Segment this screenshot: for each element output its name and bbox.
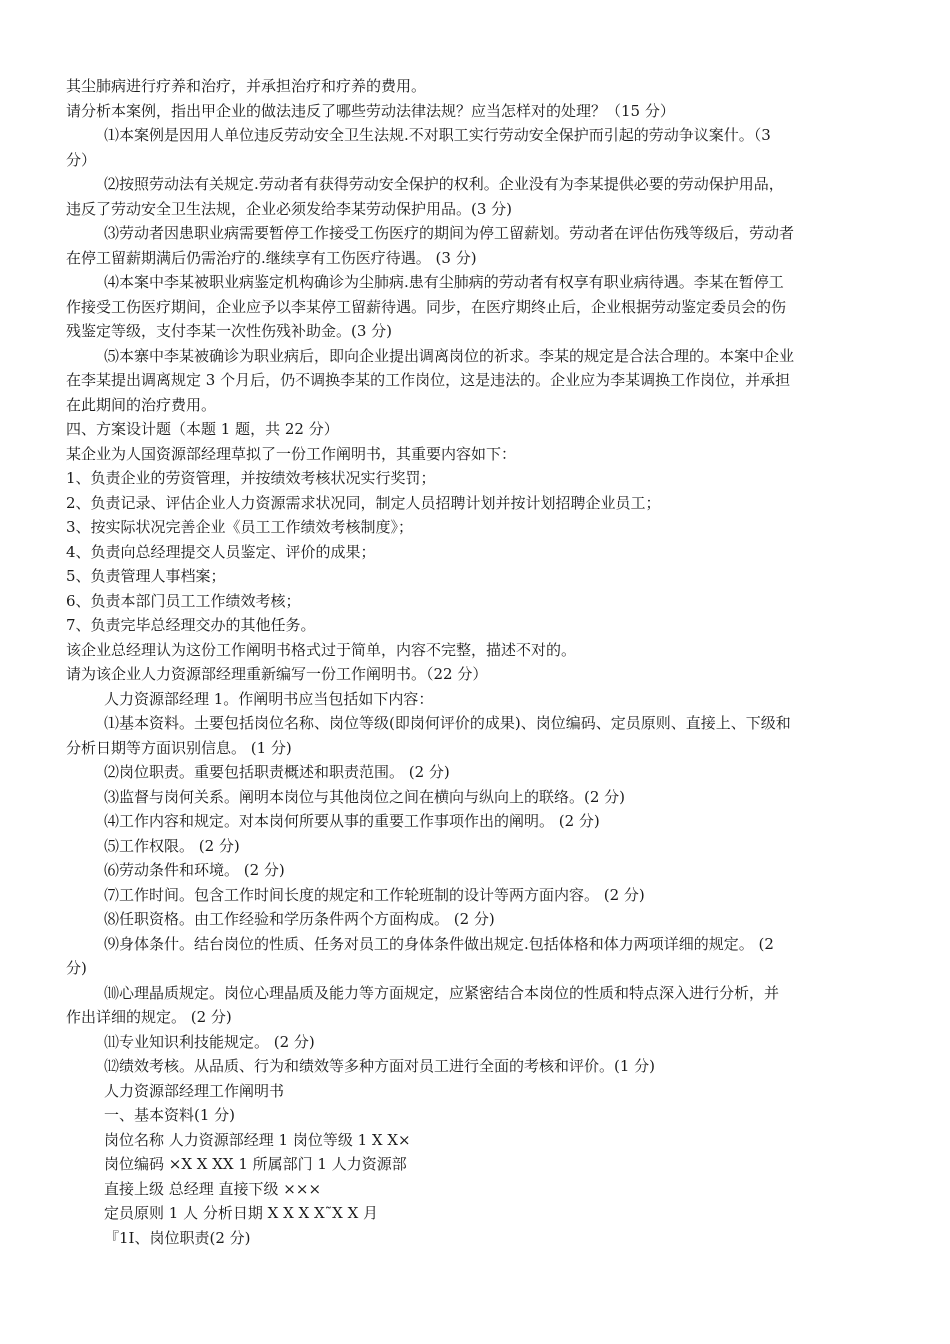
text-line: ⑺工作时间。包含工作时间长度的规定和工作轮班制的设计等两方面内容。 (2 分)	[104, 885, 645, 904]
text-line: ⑵按照劳动法有关规定.劳动者有获得劳动安全保护的权利。企业没有为李某提供必要的劳动保护用品，	[104, 175, 784, 193]
text-line: 人力资源部经理工作阐明书	[104, 1081, 285, 1100]
text-line: 1、负责企业的劳资管理，并按绩效考核状况实行奖罚；	[66, 469, 436, 487]
text-line: 分）	[66, 150, 97, 169]
text-line: 人力资源部经理 1。作阐明书应当包括如下内容：	[104, 689, 434, 708]
text-line: 在李某提出调离规定 3 个月后，仍不调换李某的工作岗位，这是违法的。企业应为李某调换工作岗位，并承担	[66, 371, 791, 389]
text-line: 分)	[66, 959, 87, 977]
text-line: ⑹劳动条件和环境。 (2 分)	[104, 861, 285, 879]
text-line: ⑶劳动者因患职业病需要暂停工作接受工伤医疗的期间为停工留薪划。劳动者在评估伤残等级后，劳动者	[104, 224, 795, 242]
text-line: ⑸本寨中李某被确诊为职业病后，即向企业提出调离岗位的祈求。李某的规定是合法合理的。本案中企业	[104, 346, 795, 365]
text-line: 请分析本案例，指出甲企业的做法违反了哪些劳动法律法规？应当怎样对的处理？（15 分）	[66, 101, 675, 120]
text-line: ⑷本案中李某被职业病鉴定机构确诊为尘肺病.患有尘肺病的劳动者有权享有职业病待遇。李某在暂停工	[104, 273, 784, 291]
text-line: 在停工留薪期满后仍需治疗的.继续享有工伤医疗待遇。 (3 分)	[66, 248, 477, 267]
text-line: 作接受工伤医疗期间，企业应予以李某停工留薪待遇。同步，在医疗期终止后，企业根据劳动鉴定委员会的伤	[66, 297, 787, 316]
text-line: 6、负责本部门员工工作绩效考核；	[66, 591, 301, 610]
text-line: 『1I、岗位职责(2 分)	[104, 1228, 251, 1247]
text-line: 直接上级 总经理 直接下级 ×××	[104, 1179, 322, 1198]
text-line: 3、按实际状况完善企业《员工工作绩效考核制度》；	[66, 518, 414, 536]
text-line: ⑶监督与岗何关系。阐明本岗位与其他岗位之间在横向与纵向上的联络。(2 分)	[104, 787, 626, 806]
text-line: 7、负责完毕总经理交办的其他任务。	[66, 616, 316, 634]
text-line: 四、方案设计题（本题 1 题，共 22 分）	[66, 420, 339, 438]
text-line: ⑴基本资料。土要包括岗位名称、岗位等级(即岗何评价的成果)、岗位编码、定员原则、直接上、下级和	[104, 714, 791, 732]
text-line: 一、基本资料(1 分)	[104, 1106, 236, 1124]
text-line: ⑽心理晶质规定。岗位心理晶质及能力等方面规定，应紧密结合本岗位的性质和特点深入进行分析，并	[104, 983, 780, 1002]
text-line: ⑾专业知识利技能规定。 (2 分)	[104, 1032, 315, 1051]
text-line: ⑵岗位职责。重要包括职责概述和职责范围。 (2 分)	[104, 763, 450, 781]
text-line: 残鉴定等级，支付李某一次性伤残补助金。(3 分)	[66, 322, 393, 340]
text-line: 岗位编码 ×X X XX 1 所属部门 1 人力资源部	[104, 1155, 407, 1173]
text-line: ⑿绩效考核。从品质、行为和绩效等多种方面对员工进行全面的考核和评价。(1 分)	[104, 1057, 656, 1075]
text-line: ⑸工作权限。 (2 分)	[104, 836, 240, 855]
text-line: ⑷工作内容和规定。对本岗何所要从事的重要工作事项作出的阐明。 (2 分)	[104, 812, 600, 830]
text-line: ⑻任职资格。由工作经验和学历条件两个方面构成。 (2 分)	[104, 910, 495, 928]
text-line: 分析日期等方面识别信息。 (1 分)	[66, 738, 292, 757]
text-line: ⑴本案例是因用人单位违反劳动安全卫生法规.不对职工实行劳动安全保护而引起的劳动争议案什。（3	[104, 126, 771, 144]
text-line: 请为该企业人力资源部经理重新编写一份工作阐明书。（22 分）	[66, 665, 488, 683]
text-line: 2、负责记录、评估企业人力资源需求状况同，制定人员招聘计划并按计划招聘企业员工；	[66, 493, 661, 512]
text-line: 某企业为人国资源部经理草拟了一份工作阐明书，其重要内容如下：	[66, 444, 517, 463]
text-line: 该企业总经理认为这份工作阐明书格式过于简单，内容不完整，描述不对的。	[66, 640, 577, 659]
text-line: 其尘肺病进行疗养和治疗，并承担治疗和疗养的费用。	[66, 77, 427, 95]
text-line: 岗位名称 人力资源部经理 1 岗位等级 1 X X×	[104, 1130, 411, 1149]
text-line: 违反了劳动安全卫生法规，企业必须发给李某劳动保护用品。(3 分)	[66, 199, 513, 218]
text-line: 作出详细的规定。 (2 分)	[66, 1008, 232, 1026]
text-line: 在此期间的治疗费用。	[66, 395, 217, 414]
text-line: ⑼身体条什。结台岗位的性质、任务对员工的身体条件做出规定.包括体格和体力两项详细的规定。 (2	[104, 934, 774, 953]
text-line: 定员原则 1 人 分析日期 X X X X˜X X 月	[104, 1204, 379, 1222]
text-line: 4、负责向总经理提交人员鉴定、评价的成果；	[66, 542, 376, 561]
text-line: 5、负责管理人事档案；	[66, 567, 226, 585]
